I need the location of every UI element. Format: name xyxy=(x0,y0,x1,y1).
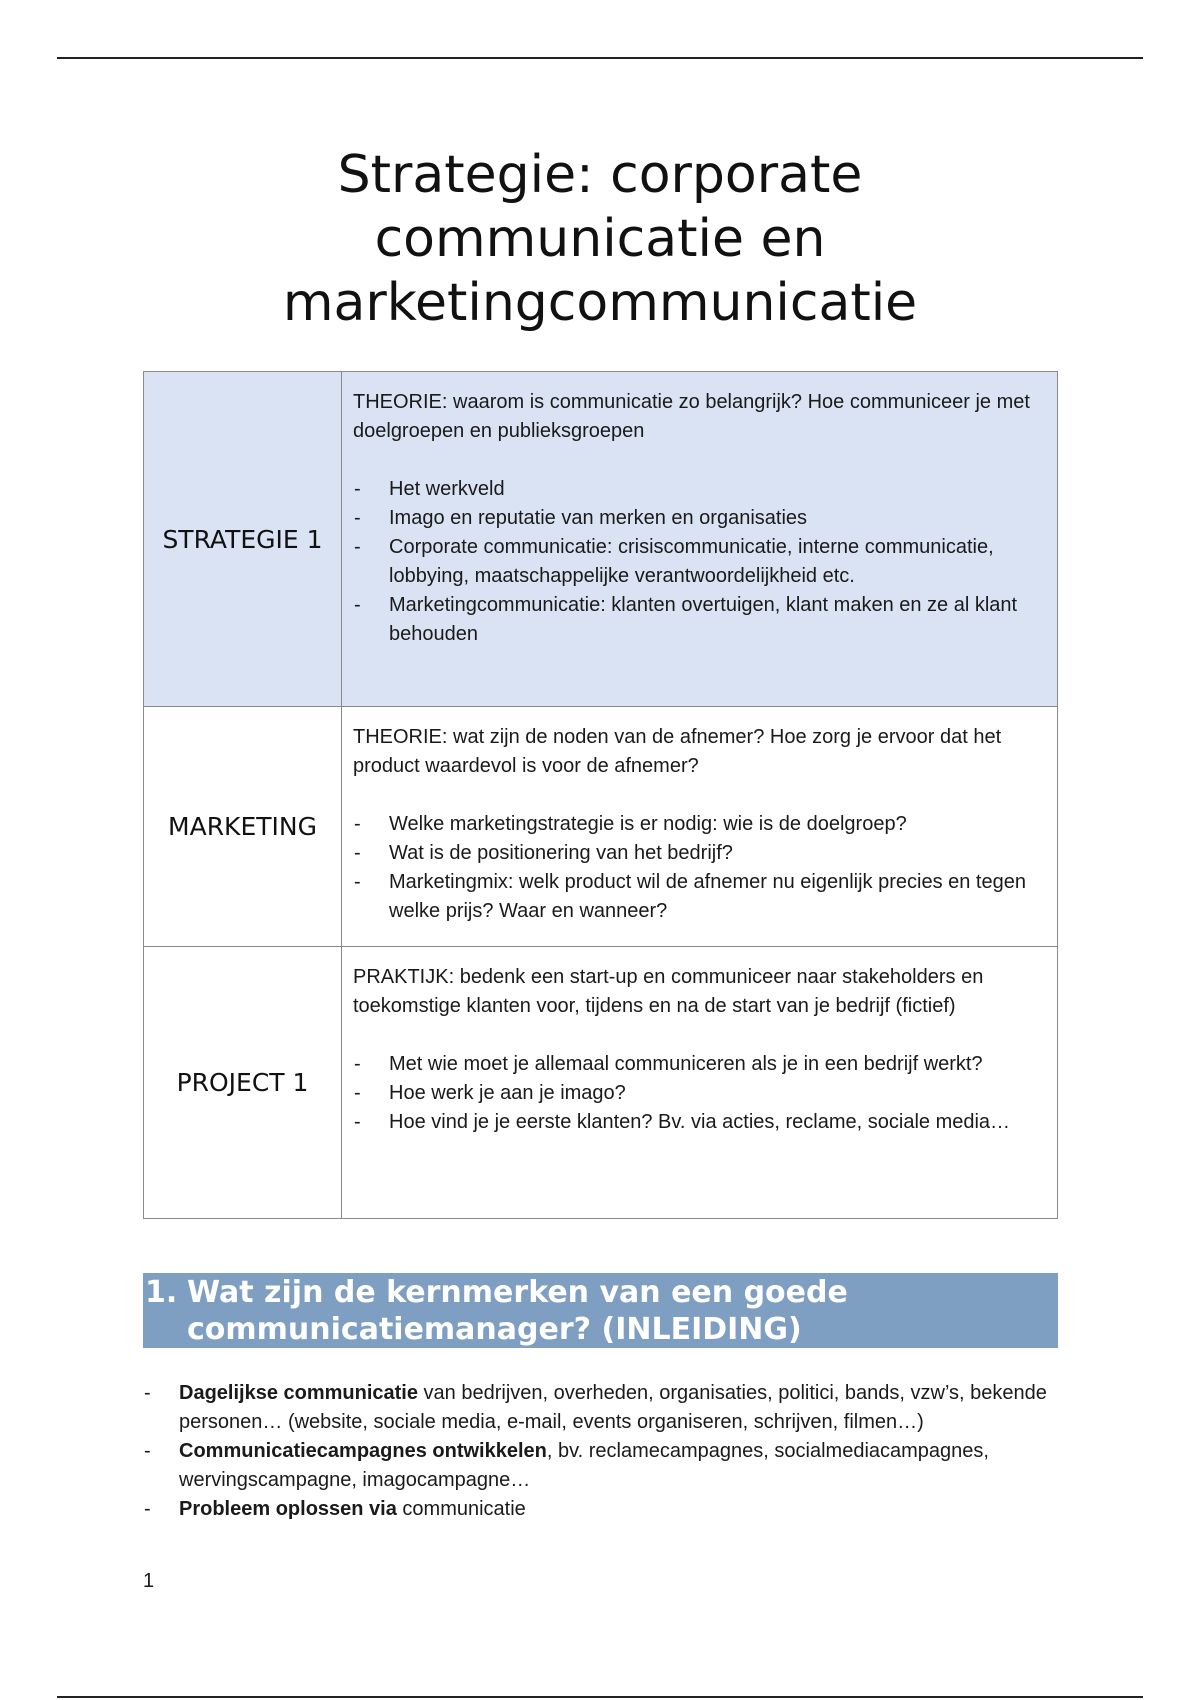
list-item: - Imago en reputatie van merken en organisaties xyxy=(353,504,1045,533)
list-item xyxy=(143,1495,1058,1524)
list-item xyxy=(143,1437,1058,1495)
list-item-bold: Communicatiecampagnes ontwikkelen xyxy=(179,1440,547,1462)
competency-list xyxy=(143,1379,1058,1524)
title-line-2: communicatie en xyxy=(374,209,826,269)
list-item-text: , bv. reclamecampagnes, socialmediacampagnes, wervingscampagne, imagocampagne… xyxy=(179,1440,989,1491)
row-item-list xyxy=(353,475,1045,649)
list-item: - Marketingmix: welk product wil de afnemer nu eigenlijk precies en tegen welke prijs? Waar en wanneer? xyxy=(353,868,1045,926)
row-content xyxy=(342,707,1058,947)
list-item: - Met wie moet je allemaal communiceren als je in een bedrijf werkt? xyxy=(353,1050,1045,1079)
list-item: - Hoe werk je aan je imago? xyxy=(353,1079,1045,1108)
row-item-list xyxy=(353,810,1045,926)
list-item: - Corporate communicatie: crisiscommunicatie, interne communicatie, lobbying, maatschappelijke verantwoordelijkheid etc. xyxy=(353,533,1045,591)
row-intro: PRAKTIJK: bedenk een start-up en communiceer naar stakeholders en toekomstige klanten voor, tijdens en na de start van je bedrijf (fictief) xyxy=(353,966,984,1017)
page-number: 1 xyxy=(143,1570,155,1592)
document-title xyxy=(150,143,1050,335)
row-content xyxy=(342,372,1058,707)
list-item-text: communicatie xyxy=(396,1498,526,1520)
row-intro: THEORIE: waarom is communicatie zo belangrijk? Hoe communiceer je met doelgroepen en publieksgroepen xyxy=(353,391,1030,442)
row-intro: THEORIE: wat zijn de noden van de afnemer? Hoe zorg je ervoor dat het product waardevol is voor de afnemer? xyxy=(353,726,1002,777)
title-line-1: Strategie: corporate xyxy=(337,145,863,205)
row-content xyxy=(342,947,1058,1219)
section-number: 1. xyxy=(145,1275,178,1310)
section-title: Wat zijn de kernmerken van een goede communicatiemanager? (INLEIDING) xyxy=(187,1275,848,1347)
row-label: PROJECT 1 xyxy=(144,947,342,1219)
list-item-bold: Dagelijkse communicatie xyxy=(179,1382,418,1404)
course-overview-table xyxy=(143,371,1058,1219)
footer-rule xyxy=(57,1696,1143,1698)
table-row-marketing xyxy=(144,707,1058,947)
section-heading xyxy=(143,1273,1058,1348)
row-item-list xyxy=(353,1050,1045,1137)
row-label: MARKETING xyxy=(144,707,342,947)
list-item: - Welke marketingstrategie is er nodig: wie is de doelgroep? xyxy=(353,810,1045,839)
list-item: - Marketingcommunicatie: klanten overtuigen, klant maken en ze al klant behouden xyxy=(353,591,1045,649)
title-line-3: marketingcommunicatie xyxy=(282,273,918,333)
list-item: - Wat is de positionering van het bedrijf? xyxy=(353,839,1045,868)
table-row-strategie xyxy=(144,372,1058,707)
header-rule xyxy=(57,57,1143,59)
row-label: STRATEGIE 1 xyxy=(144,372,342,707)
list-item: - Hoe vind je je eerste klanten? Bv. via acties, reclame, sociale media… xyxy=(353,1108,1045,1137)
list-item: - Het werkveld xyxy=(353,475,1045,504)
list-item xyxy=(143,1379,1058,1437)
list-item-bold: Probleem oplossen via xyxy=(179,1498,397,1520)
list-item-text: van bedrijven, overheden, organisaties, politici, bands, vzw’s, bekende personen… (website, sociale media, e-mail, events organiseren, schrijven, filmen…) xyxy=(179,1382,1047,1433)
table-row-project xyxy=(144,947,1058,1219)
